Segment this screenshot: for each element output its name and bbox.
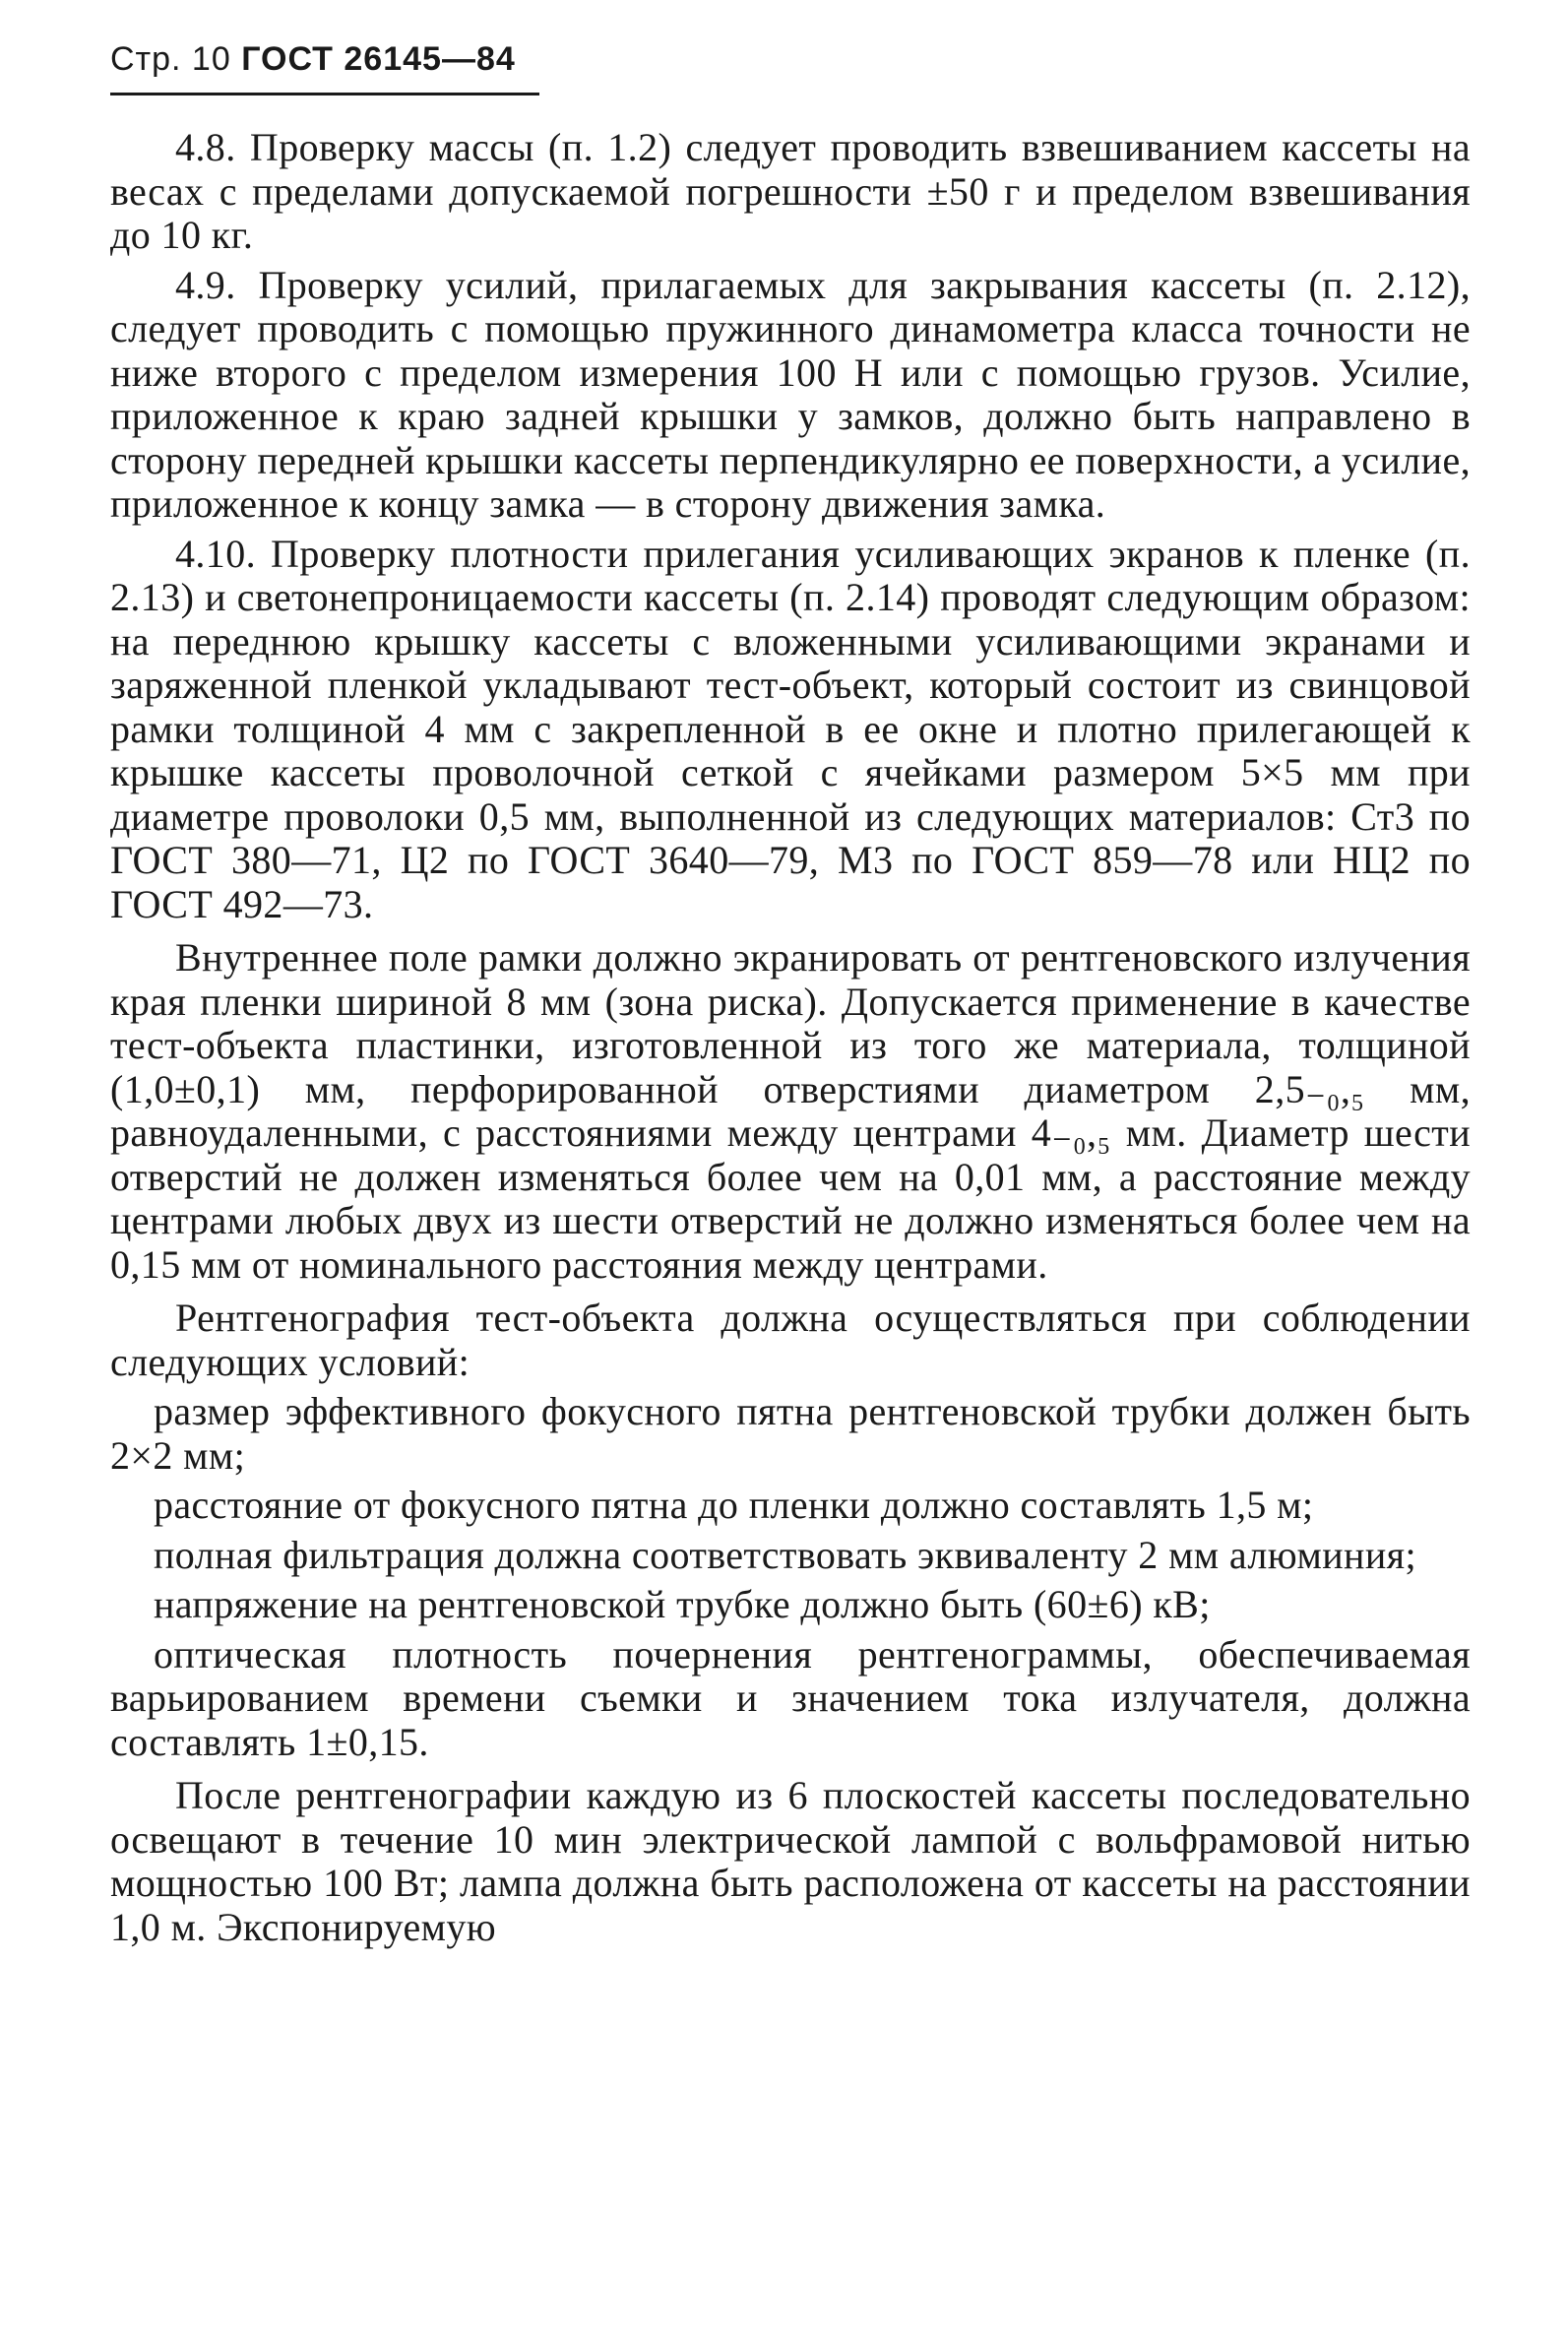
paragraph-4-9: 4.9. Проверку усилий, прилагаемых для закрывания кассеты (п. 2.12), следует проводить с помощью пружинного динамометра класса точности не ниже второго с пределом измерения 100 Н или с помощью грузов. Усилие, приложенное к краю задней крышки у замков, должно быть направлено в сторону передней крышки кассеты перпендикулярно ее поверхности, а усилие, приложенное к концу замка — в сторону движения замка. (110, 262, 1472, 526)
paragraph-inner-field: Внутреннее поле рамки должно экранировать от рентгеновского излучения края пленки шириной 8 мм (зона риска). Допускается применение в качестве тест-объекта пластинки, изготовленной из того же материала, толщиной (1,0±0,1) мм, перфорированной отверстиями диаметром 2,5₋₀,₅ мм, равноудаленными, с расстояниями между центрами 4₋₀,₅ мм. Диаметр шести отверстий не должен изменяться более чем на 0,01 мм, а расстояние между центрами любых двух из шести отверстий не должно изменяться более чем на 0,15 мм от номинального расстояния между центрами. (110, 935, 1471, 1287)
paragraph-4-10: 4.10. Проверку плотности прилегания усиливающих экранов к пленке (п. 2.13) и светонепроницаемости кассеты (п. 2.14) проводят следующим образом: на переднюю крышку кассеты с вложенными усиливающими экранами и заряженной пленкой укладывают тест-объект, который состоит из свинцовой рамки толщиной 4 мм с закрепленной в ее окне и плотно прилегающей к крышке кассеты проволочной сеткой с ячейками размером 5×5 мм при диаметре проволоки 0,5 мм, выполненной из следующих материалов: Ст3 по ГОСТ 380—71, Ц2 по ГОСТ 3640—79, М3 по ГОСТ 859—78 или НЦ2 по ГОСТ 492—73. (110, 531, 1471, 926)
condition-distance: расстояние от фокусного пятна до пленки должно составлять 1,5 м; (154, 1483, 1314, 1527)
page-number-label: Стр. 10 (110, 40, 231, 78)
body-text (110, 126, 1471, 1955)
condition-filtration: полная фильтрация должна соответствовать эквиваленту 2 мм алюминия; (154, 1532, 1416, 1577)
paragraph-radiography-conditions: Рентгенография тест-объекта должна осуществляться при соблюдении следующих условий: (110, 1296, 1471, 1384)
standard-code: ГОСТ 26145—84 (241, 40, 516, 78)
condition-focal-spot: размер эффективного фокусного пятна рентгеновской трубки должен быть 2×2 мм; (110, 1389, 1471, 1478)
page-header (110, 39, 539, 95)
paragraph-4-8: 4.8. Проверку массы (п. 1.2) следует проводить взвешиванием кассеты на весах с пределами допускаемой погрешности ±50 г и пределом взвешивания до 10 кг. (110, 125, 1471, 257)
condition-optical-density: оптическая плотность почернения рентгенограммы, обеспечиваемая варьированием времени съемки и значением тока излучателя, должна составлять 1±0,15. (110, 1631, 1471, 1764)
paragraph-after-radiography: После рентгенографии каждую из 6 плоскостей кассеты последовательно освещают в течение 10 мин электрической лампой с вольфрамовой нитью мощностью 100 Вт; лампа должна быть расположена от кассеты на расстоянии 1,0 м. Экспонируемую (110, 1773, 1471, 1949)
condition-voltage: напряжение на рентгеновской трубке должно быть (60±6) кВ; (154, 1582, 1211, 1626)
